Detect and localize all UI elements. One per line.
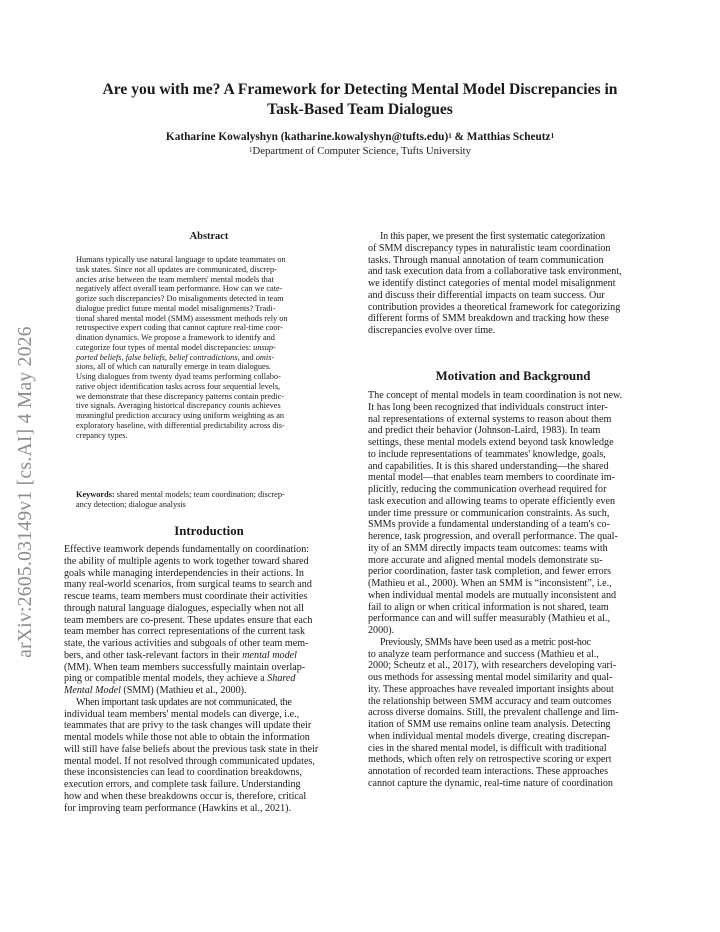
body-line: performance can and will suffer measurably (Mathieu et al., — [368, 613, 610, 625]
body-line: teammates that are privy to the task changes will update their — [64, 720, 312, 732]
body-line: settings, these mental models extend beyond task knowledge — [368, 437, 614, 448]
body-line: different forms of SMM breakdown and tracking how these — [368, 313, 609, 325]
abstract-line: retrospective expert coding that cannot capture real-time coor- — [76, 323, 283, 333]
abstract-line: dination dynamics. We propose a framework to identify and — [76, 333, 275, 342]
body-line: task execution and allowing teams to operate efficiently even — [368, 495, 616, 507]
author-1: Katharine Kowalyshyn (katharine.kowalyshyn@tufts.edu) — [165, 131, 449, 143]
body-line: Mental Model (SMM) (Mathieu et al., 2000). — [64, 685, 247, 696]
abstract-line: crepancy types. — [76, 430, 128, 440]
body-line: ity of an SMM directly impacts team outcomes: teams with — [368, 542, 608, 554]
intro-body — [64, 544, 354, 814]
abstract-line: ported beliefs, false beliefs, belief contradictions, and omis- — [76, 352, 275, 362]
body-line: methods, which often rely on retrospective scoring or expert — [368, 754, 612, 766]
body-line: itation of SMM use remains online team analysis. Detecting — [368, 719, 611, 730]
body-line: and discuss their differential impacts on team success. Our — [368, 289, 605, 301]
body-line: cies in the shared mental model, is difficult with traditional — [368, 742, 607, 754]
abstract-line: categorize four types of mental model discrepancies: unsup- — [76, 342, 276, 352]
paper-title — [80, 80, 640, 120]
intro-heading: Introduction — [174, 524, 244, 538]
body-line: plicitly, reducing the communication overhead required for — [368, 484, 607, 495]
author-line — [80, 130, 640, 144]
body-line: perior coordination, faster task completion, and fewer errors — [368, 566, 611, 578]
body-line: when individual mental models diverge, creating discrepan- — [368, 730, 610, 742]
affiliation: Department of Computer Science, Tufts University — [252, 145, 471, 157]
abstract-line: dialogue predict future mental model misalignments? Tradi- — [76, 303, 276, 313]
abstract-line: tive signals. Averaging historical discrepancy counts achieves — [76, 401, 281, 411]
body-line: cannot capture the dynamic, real-time nature of coordination — [368, 777, 613, 789]
body-line: 2000). — [368, 625, 395, 636]
body-line: to include representations of teammates' knowledge, goals, — [368, 448, 606, 460]
body-line: and capabilities. It is this shared understanding—the shared — [368, 460, 609, 472]
body-line: nal representations of external systems to reason about them — [368, 413, 612, 425]
abstract-body — [76, 255, 342, 440]
body-line: mental model—that enables team members to coordinate im- — [368, 472, 615, 484]
abstract-line: ancies arise between the team members' mental models that — [76, 274, 274, 284]
affiliation-marker: 1 — [448, 132, 452, 140]
body-line: of SMM discrepancy types in naturalistic team coordination — [368, 242, 611, 254]
abstract-line: rative object identification tasks across four sequential levels, — [76, 381, 281, 391]
body-line: individual team members' mental models can diverge, i.e., — [64, 708, 300, 720]
body-line: execution errors, and complete task failure. Understanding — [64, 779, 301, 790]
body-line: ous methods for assessing mental model similarity and qual- — [368, 672, 613, 683]
body-line: Effective teamwork depends fundamentally on coordination: — [64, 544, 310, 555]
body-line: when individual mental models are mutually inconsistent and — [368, 589, 617, 601]
author-2: & Matthias Scheutz — [451, 131, 551, 143]
body-line: mental models while those not able to obtain the information — [64, 732, 310, 743]
body-line: for improving team performance (Hawkins et al., 2021). — [64, 802, 292, 814]
body-line: In this paper, we present the first systematic categorization — [380, 231, 605, 242]
body-line: herence, task progression, and overall performance. The qual- — [368, 531, 618, 542]
body-line: to analyze team performance and success (Mathieu et al., — [368, 648, 599, 660]
body-line: The concept of mental models in team coordination is not new. — [368, 390, 623, 401]
affiliation-marker: 1 — [249, 146, 253, 154]
body-line: team member has correct representations of the current task — [64, 626, 306, 638]
body-line: Previously, SMMs have been used as a metric post-hoc — [380, 636, 591, 648]
body-line: through natural language dialogues, especially when not all — [64, 602, 304, 614]
abstract-line: sions, all of which can naturally emerge in team dialogues. — [76, 362, 271, 372]
affiliation-marker: 1 — [550, 132, 555, 140]
body-line: how and when these breakdowns occur is, therefore, critical — [64, 790, 307, 802]
abstract-line: tional shared mental model (SMM) assessment methods rely on — [76, 313, 288, 323]
body-line: (MM). When team members successfully maintain overlap- — [64, 661, 306, 673]
body-line: goals while managing interdependencies in their actions. In — [64, 567, 304, 579]
arxiv-id: arXiv:2605.03149v1 [cs.AI] 4 May 2026 — [15, 326, 36, 658]
body-line: the relationship between SMM accuracy and team outcomes — [368, 695, 612, 707]
abstract-heading: Abstract — [189, 231, 229, 242]
body-line: the ability of multiple agents to work together toward shared — [64, 555, 309, 567]
body-line: will still have false beliefs about the previous task state in their — [64, 743, 319, 755]
title-line: Are you with me? A Framework for Detecting Mental Model Discrepancies in — [102, 81, 618, 98]
body-line: bers, and other task-relevant factors in their mental model — [64, 649, 297, 661]
body-line: across diverse domains. Still, the prevalent challenge and lim- — [368, 707, 619, 719]
body-line: many real-world scenarios, from surgical teams to search and — [64, 579, 312, 591]
arxiv-sidebar-stamp — [0, 262, 52, 722]
body-line: contribution provides a theoretical framework for categorizing — [368, 301, 621, 313]
body-line: tasks. Through manual annotation of team communication — [368, 254, 604, 266]
body-line: discrepancies evolve over time. — [368, 325, 496, 336]
body-line: mental model. If not resolved through communicated updates, — [64, 755, 315, 767]
keywords-text: ancy detection; dialogue analysis — [76, 499, 186, 509]
body-line: team members are co-present. These updates ensure that each — [64, 614, 313, 626]
abstract-line: Using dialogues from twenty dyad teams performing collabo- — [76, 372, 281, 381]
affiliation-line — [80, 145, 640, 158]
body-line: SMMs provide a fundamental understanding of a team's co- — [368, 519, 610, 531]
keywords-text: shared mental models; team coordination; discrep- — [114, 490, 285, 499]
right-intro-body — [368, 231, 658, 337]
body-line: fail to align or when critical information is not shared, team — [368, 601, 609, 613]
body-line: (Mathieu et al., 2000). When an SMM is “inconsistent”, i.e., — [368, 578, 612, 589]
body-line: and predict their behavior (Johnson-Laird, 1983). In team — [368, 425, 601, 437]
motivation-heading: Motivation and Background — [435, 369, 591, 383]
abstract-line: exploratory baseline, with differential predictability across dis- — [76, 420, 285, 430]
body-line: 2000; Scheutz et al., 2017), with researchers developing vari- — [368, 660, 617, 672]
body-line: and task execution data from a collaborative task environment, — [368, 266, 622, 278]
body-line: state, the various activities and subgoals of other team mem- — [64, 638, 309, 649]
body-line: these inconsistencies can lead to coordination breakdowns, — [64, 767, 302, 779]
body-line: more accurate and aligned mental models demonstrate su- — [368, 554, 603, 566]
body-line: When important task updates are not communicated, the — [76, 696, 292, 708]
keywords — [76, 490, 342, 510]
abstract-line: meaningful prediction accuracy using uniform weighting as an — [76, 411, 285, 420]
title-line: Task-Based Team Dialogues — [267, 101, 453, 118]
abstract-line: negatively affect overall team performance. How can we cate- — [76, 284, 283, 294]
keywords-label: Keywords: — [76, 490, 115, 499]
body-line: ping or compatible mental models, they achieve a Shared — [64, 673, 296, 685]
abstract-line: Humans typically use natural language to update teammates on — [76, 255, 286, 264]
body-line: It has long been recognized that individuals construct inter- — [368, 401, 608, 413]
body-line: we identify distinct categories of mental model misalignment — [368, 278, 616, 289]
abstract-line: task states. Since not all updates are communicated, discrep- — [76, 264, 277, 274]
body-line: ity. These approaches have revealed important insights about — [368, 683, 614, 695]
abstract-line: gorize such discrepancies? Do misalignments detected in team — [76, 294, 284, 303]
body-line: rescue teams, team members must coordinate their activities — [64, 591, 308, 602]
body-line: annotation of recorded team interactions. These approaches — [368, 766, 609, 777]
abstract-line: we demonstrate that these discrepancy patterns contain predic- — [76, 391, 285, 401]
body-line: under time pressure or communication constraints. As such, — [368, 507, 610, 519]
motivation-body — [368, 390, 658, 790]
